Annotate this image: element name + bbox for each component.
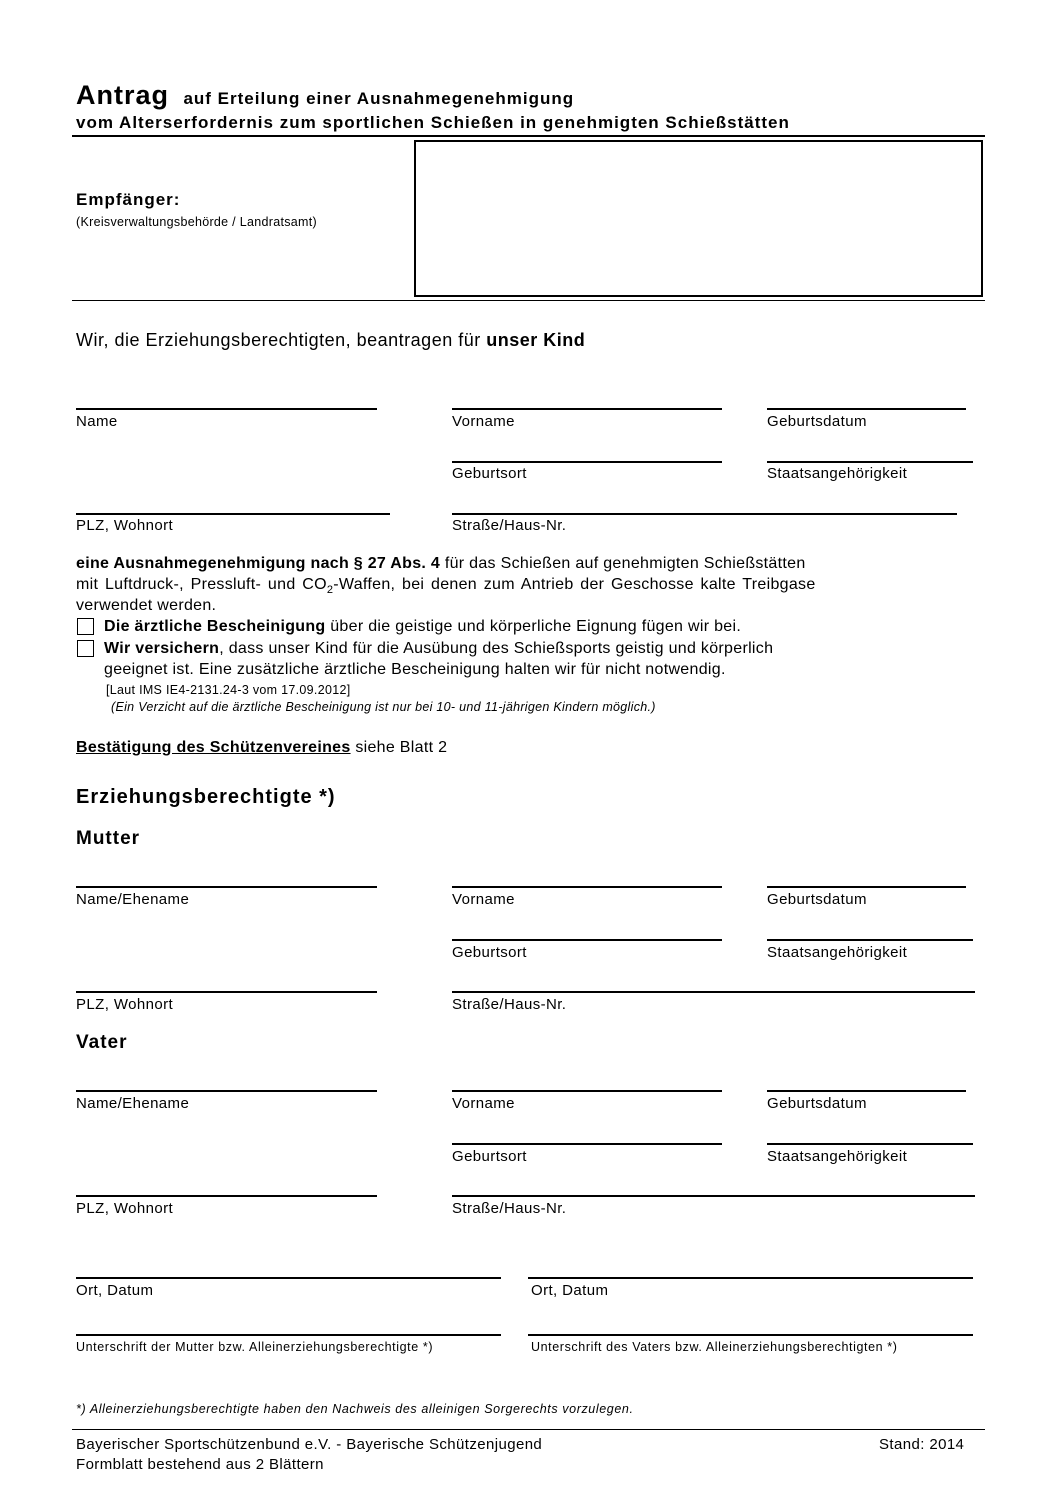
request-line2-sub: 2	[326, 584, 334, 597]
child-staat-line[interactable]	[767, 461, 973, 463]
father-heading: Vater	[76, 1032, 128, 1053]
mother-staat-label: Staatsangehörigkeit	[767, 944, 908, 961]
intro-bold: unser Kind	[486, 330, 586, 350]
footer-sheets: Formblatt bestehend aus 2 Blättern	[76, 1456, 324, 1473]
mother-ort-datum-line[interactable]	[76, 1277, 501, 1279]
father-staat-line[interactable]	[767, 1143, 973, 1145]
mother-name-label: Name/Ehename	[76, 891, 190, 908]
request-line-1	[76, 555, 806, 573]
mother-signature-line[interactable]	[76, 1334, 501, 1336]
mother-heading: Mutter	[76, 828, 141, 849]
child-geburtsort-line[interactable]	[452, 461, 722, 463]
child-vorname-label: Vorname	[452, 413, 515, 430]
option-arzt-bold: Die ärztliche Bescheinigung	[104, 618, 326, 635]
father-name-label: Name/Ehename	[76, 1095, 190, 1112]
request-line2-a: mit Luftdruck-, Pressluft- und CO	[76, 576, 327, 593]
child-plz-line[interactable]	[76, 513, 390, 515]
verzicht-note: (Ein Verzicht auf die ärztliche Bescheinigung ist nur bei 10- und 11-jährigen Kindern möglich.)	[111, 700, 656, 714]
child-geburtsort-label: Geburtsort	[452, 465, 527, 482]
request-line1-rest: für das Schießen auf genehmigten Schießstätten	[444, 555, 806, 572]
father-ort-datum-line[interactable]	[528, 1277, 973, 1279]
father-vorname-line[interactable]	[452, 1090, 722, 1092]
mother-strasse-label: Straße/Haus-Nr.	[452, 996, 567, 1013]
recipient-sublabel: (Kreisverwaltungsbehörde / Landratsamt)	[76, 215, 317, 229]
request-line2-b: -Waffen, bei denen zum Antrieb der Geschosse kalte Treibgase	[333, 576, 816, 593]
option-arzt-rest: über die geistige und körperliche Eignung fügen wir bei.	[330, 618, 742, 635]
option-versichern-checkbox[interactable]	[77, 640, 94, 657]
confirmation-link[interactable]: Bestätigung des Schützenvereines	[76, 739, 351, 756]
mother-plz-line[interactable]	[76, 991, 377, 993]
ims-reference: [Laut IMS IE4-2131.24-3 vom 17.09.2012]	[106, 683, 351, 697]
intro-text	[76, 330, 585, 351]
mother-geburtsort-label: Geburtsort	[452, 944, 527, 961]
confirmation-line	[76, 739, 447, 757]
footnote: *) Alleinerziehungsberechtigte haben den Nachweis des alleinigen Sorgerechts vorzulegen.	[76, 1402, 634, 1416]
child-strasse-line[interactable]	[452, 513, 957, 515]
recipient-label: Empfänger:	[76, 190, 181, 209]
child-vorname-line[interactable]	[452, 408, 722, 410]
request-line-2	[76, 576, 816, 596]
option-versichern-text	[104, 640, 773, 658]
option-versichern-rest: , dass unser Kind für die Ausübung des Schießsports geistig und körperlich	[219, 640, 774, 657]
child-geburtsdatum-line[interactable]	[767, 408, 966, 410]
father-geburtsort-line[interactable]	[452, 1143, 722, 1145]
mother-geburtsdatum-line[interactable]	[767, 886, 966, 888]
mother-vorname-line[interactable]	[452, 886, 722, 888]
title-rest: auf Erteilung einer Ausnahmegenehmigung	[183, 89, 575, 108]
option-arzt-checkbox[interactable]	[77, 618, 94, 635]
title-antrag: Antrag	[76, 80, 169, 110]
father-vorname-label: Vorname	[452, 1095, 515, 1112]
father-geburtsdatum-line[interactable]	[767, 1090, 966, 1092]
mother-geburtsdatum-label: Geburtsdatum	[767, 891, 867, 908]
mother-staat-line[interactable]	[767, 939, 973, 941]
child-plz-label: PLZ, Wohnort	[76, 517, 174, 534]
child-name-line[interactable]	[76, 408, 377, 410]
option-versichern-bold: Wir versichern	[104, 640, 220, 657]
intro-plain: Wir, die Erziehungsberechtigten, beantragen für	[76, 330, 481, 350]
child-strasse-label: Straße/Haus-Nr.	[452, 517, 567, 534]
page-subtitle: vom Alterserfordernis zum sportlichen Schießen in genehmigten Schießstätten	[76, 113, 790, 132]
request-bold: eine Ausnahmegenehmigung nach § 27 Abs. 4	[76, 555, 441, 572]
child-geburtsdatum-label: Geburtsdatum	[767, 413, 867, 430]
mother-geburtsort-line[interactable]	[452, 939, 722, 941]
footer-org: Bayerischer Sportschützenbund e.V. - Bayerische Schützenjugend	[76, 1436, 543, 1453]
mother-name-line[interactable]	[76, 886, 377, 888]
father-geburtsdatum-label: Geburtsdatum	[767, 1095, 867, 1112]
father-plz-line[interactable]	[76, 1195, 377, 1197]
child-name-label: Name	[76, 413, 118, 430]
confirmation-rest: siehe Blatt 2	[355, 739, 448, 756]
request-line-3: verwendet werden.	[76, 597, 217, 614]
option-versichern-line2: geeignet ist. Eine zusätzliche ärztliche Bescheinigung halten wir für nicht notwendig.	[104, 661, 726, 678]
footer-divider	[72, 1429, 985, 1430]
recipient-divider	[72, 300, 985, 301]
father-signature-line[interactable]	[528, 1334, 973, 1336]
mother-signature-label: Unterschrift der Mutter bzw. Alleinerziehungsberechtigte *)	[76, 1340, 434, 1354]
header-divider	[72, 135, 985, 137]
mother-plz-label: PLZ, Wohnort	[76, 996, 174, 1013]
option-arzt-text	[104, 618, 741, 636]
mother-vorname-label: Vorname	[452, 891, 515, 908]
guardians-heading: Erziehungsberechtigte *)	[76, 786, 336, 808]
recipient-address-box[interactable]	[414, 140, 983, 297]
father-strasse-label: Straße/Haus-Nr.	[452, 1200, 567, 1217]
footer-stand: Stand: 2014	[879, 1436, 965, 1453]
father-strasse-line[interactable]	[452, 1195, 975, 1197]
child-staat-label: Staatsangehörigkeit	[767, 465, 908, 482]
father-name-line[interactable]	[76, 1090, 377, 1092]
mother-strasse-line[interactable]	[452, 991, 975, 993]
father-geburtsort-label: Geburtsort	[452, 1148, 527, 1165]
mother-ort-datum-label: Ort, Datum	[76, 1282, 154, 1299]
father-signature-label: Unterschrift des Vaters bzw. Alleinerziehungsberechtigten *)	[531, 1340, 898, 1354]
father-staat-label: Staatsangehörigkeit	[767, 1148, 908, 1165]
father-plz-label: PLZ, Wohnort	[76, 1200, 174, 1217]
page-title	[76, 80, 574, 111]
father-ort-datum-label: Ort, Datum	[531, 1282, 609, 1299]
